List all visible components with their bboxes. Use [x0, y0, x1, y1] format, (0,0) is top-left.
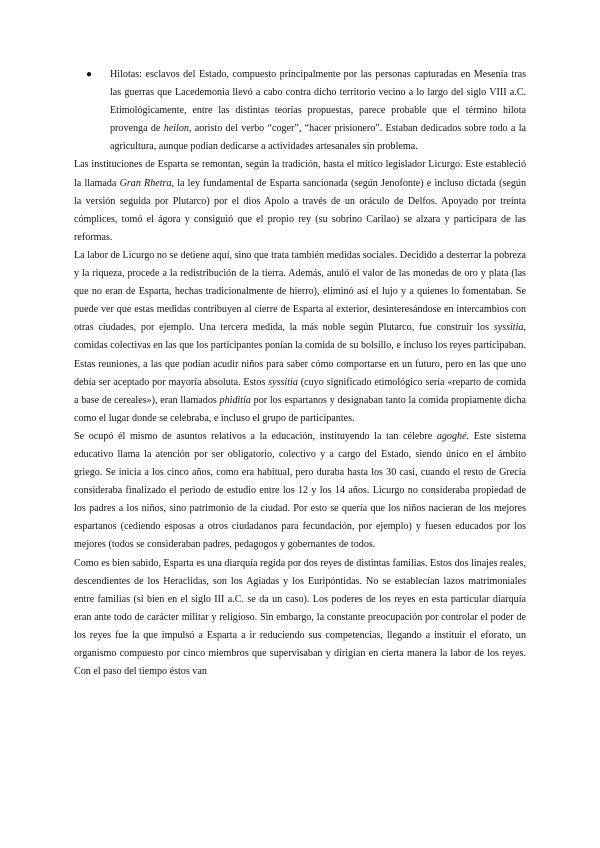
p2-italic-1: syssitia	[493, 322, 524, 334]
paragraph-educacion	[74, 428, 526, 555]
p2-text-3: (cuyo significado etimológico sería «reparto de comida a base de cereales»), eran llamados	[74, 376, 526, 406]
p3-text-2: . Este sistema educativo llama la atención por ser obligatorio, colectivo y a cargo del Estado, siendo único en el ámbito griego. Se inicia a los cinco años, como era habitual, pero duraba hasta los 30 casi, cuando el resto de Grecia consideraba finalizado el periodo de estudio entre los 12 y los 14 años. Licurgo no consideraba propiedad de los padres a los niños, sino patrimonio de la ciudad. Por esto se quería que los niños nacieran de los mejores espartanos (cediendo esposas a otros ciudadanos para fecundación, por ejemplo) y fuesen educados por los mejores (todos se consideraban padres, pedagogos y gobernantes de todos.	[74, 430, 526, 551]
bullet-term: Hilotas	[110, 69, 140, 80]
p2-italic-3: phiditia	[219, 394, 251, 406]
p3-text-1: Se ocupó él mismo de asuntos relativos a la educación, instituyendo la tan célebre	[74, 430, 437, 442]
bullet-text-2: , aoristo del verbo “coger”, “hacer prisionero”. Estaban dedicados sobre todo a la agricultura, aunque podían dedicarse a actividades artesanales sin problema.	[110, 123, 526, 153]
document-body	[74, 66, 526, 681]
p2-text-2: , comidas colectivas en las que los participantes ponían la comida de su bolsillo, e incluso los reyes participaban. Estas reuniones, a las que podían acudir niños para saber cómo comportarse en un futuro, pero en las que uno debía ser aceptado por mayoría absoluta. Estos	[74, 322, 526, 388]
p3-italic-1: agoghé	[436, 430, 467, 442]
p1-italic-1: Gran Rhetra	[119, 177, 172, 189]
p4-text-1: Como es bien sabido, Esparta es una diarquía regida por dos reyes de distintas familias. Estos dos linajes reales, descendientes de los Heraclidas, son los Agiadas y los Euripóntidas. No se establecían lazos matrimoniales entre familias (si bien en el siglo III a.C. se da un caso). Los poderes de los reyes en esta particular diarquía eran ante todo de carácter militar y religioso. Sin embargo, la constante preocupación por controlar el poder de los reyes fue la que impulsó a Esparta a ir reduciendo sus competencias, llegando a instituir el eforato, un organismo compuesto por cinco miembros que supervisaban y dirigían en cierta manera la labor de los reyes. Con el paso del tiempo éstos van	[74, 557, 526, 678]
bullet-icon: ●	[86, 69, 93, 80]
paragraph-medidas-sociales	[74, 247, 526, 428]
bullet-italic-1: heilon	[163, 123, 189, 135]
p1-text-1: Las instituciones de Esparta se remontan, según la tradición, hasta el mítico legislador Licurgo. Este estableció la llamada	[74, 159, 526, 189]
p2-text-1: La labor de Licurgo no se detiene aquí, sino que trata también medidas sociales. Decidido a desterrar la pobreza y la riqueza, procede a la redistribución de la tierra. Además, anuló el valor de las monedas de oro y plata (las que no eran de Esparta, hechas tradicionalmente de hierro), eliminó así el lujo y a quienes lo fomentaban. Se puede ver que estas medidas contribuyen al cierre de Esparta al exterior, desinteresándose en intercambios con otras ciudades, por ejemplo. Una tercera medida, la más noble según Plutarco, fue construir los	[74, 249, 526, 334]
paragraph-diarquia	[74, 555, 526, 682]
paragraph-licurgo	[74, 156, 526, 246]
p2-italic-2: syssitia	[268, 376, 298, 388]
list-item-hilotas	[74, 66, 526, 156]
p1-text-2: , la ley fundamental de Esparta sancionada (según Jenofonte) e incluso dictada (según la versión seguida por Plutarco) por el dios Apolo a través de un oráculo de Delfos. Apoyado por treinta cómplices, tomó el ágora y consiguió que el propio rey (su sobrino Carilao) se alzara y participara de las reformas.	[74, 177, 526, 243]
p2-text-4: por los espartanos y designaban tanto la comida propiamente dicha como el lugar donde se celebraba, e incluso el grupo de participantes.	[74, 394, 526, 424]
bullet-text-1: : esclavos del Estado, compuesto principalmente por las personas capturadas en Mesenia tras las guerras que Lacedemonia llevó a cabo contra dicho territorio vecino a lo largo del siglo VIII a.C. Etimológicamente, entre las distintas teorías propuestas, parece probable que el término hilota provenga de	[110, 69, 526, 135]
